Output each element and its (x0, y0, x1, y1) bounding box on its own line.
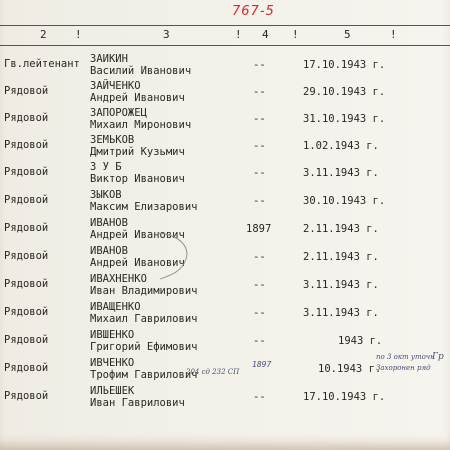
rank: Гв.лейтенант (4, 58, 80, 70)
given-name: Михаил Гаврилович (90, 313, 198, 325)
rank: Рядовой (4, 222, 49, 234)
date: 1943 г. (338, 335, 383, 347)
surname: ЗАЙЧЕНКО (90, 80, 141, 92)
date: 17.10.1943 г. (303, 391, 386, 403)
handwritten-note: 204 сд 232 СП (186, 368, 240, 376)
marker: -- (253, 86, 266, 98)
given-name: Иван Владимирович (90, 285, 198, 297)
rank: Рядовой (4, 139, 49, 151)
record-row (0, 162, 450, 190)
record-row (0, 81, 450, 109)
table-header (0, 28, 450, 46)
rank: Рядовой (4, 112, 49, 124)
surname: ЗАИКИН (90, 53, 128, 65)
given-name: Дмитрий Кузьмич (90, 146, 185, 158)
given-name: Василий Иванович (90, 65, 192, 77)
surname: ЗАПОРОЖЕЦ (90, 107, 147, 119)
surname: ИВАНОВ (90, 217, 128, 229)
surname: ЗЕМЬКОВ (90, 134, 135, 146)
marker: -- (253, 195, 266, 207)
date: 2.11.1943 г. (303, 251, 379, 263)
header-col-2: 2 (40, 28, 47, 41)
record-row (0, 274, 450, 302)
marker: -- (253, 307, 266, 319)
date: 3.11.1943 г. (303, 167, 379, 179)
given-name: Андрей Иванович (90, 257, 185, 269)
given-name: Виктор Иванович (90, 173, 185, 185)
marker: -- (253, 251, 266, 263)
given-name: Григорий Ефимович (90, 341, 198, 353)
pencil-mark (150, 225, 200, 285)
given-name: Трофим Гаврилович (90, 369, 198, 381)
rank: Рядовой (4, 250, 49, 262)
date: 3.11.1943 г. (303, 307, 379, 319)
record-row (0, 135, 450, 163)
rank: Рядовой (4, 362, 49, 374)
handwritten-note: Гр (432, 352, 444, 362)
rank: Рядовой (4, 306, 49, 318)
date: 3.11.1943 г. (303, 279, 379, 291)
date: 2.11.1943 г. (303, 223, 379, 235)
header-bottom-rule (0, 45, 450, 46)
surname: ЗЫКОВ (90, 189, 122, 201)
header-sep: ! (235, 28, 242, 41)
rank: Рядовой (4, 278, 49, 290)
record-row (0, 108, 450, 136)
record-row (0, 54, 450, 82)
header-col-4: 4 (262, 28, 269, 41)
header-col-5: 5 (344, 28, 351, 41)
date: 29.10.1943 г. (303, 86, 386, 98)
marker: -- (253, 279, 266, 291)
date: 31.10.1943 г. (303, 113, 386, 125)
date: 1.02.1943 г. (303, 140, 379, 152)
header-sep: ! (390, 28, 397, 41)
handwritten-note: по 3 окт уточн (376, 353, 435, 361)
rank: Рядовой (4, 194, 49, 206)
rank: Рядовой (4, 85, 49, 97)
birth-year-handwritten: 1897 (252, 360, 272, 369)
record-row (0, 246, 450, 274)
surname: ИВШЕНКО (90, 329, 135, 341)
surname: ИЛЬЕШЕК (90, 385, 135, 397)
date: 10.1943 г. (318, 363, 382, 375)
marker: -- (253, 335, 266, 347)
handwritten-note: Захоронен ряд (376, 364, 431, 372)
given-name: Андрей Иванович (90, 92, 185, 104)
record-row (0, 218, 450, 246)
header-col-3: 3 (163, 28, 170, 41)
marker: -- (253, 167, 266, 179)
rank: Рядовой (4, 166, 49, 178)
birth-year: 1897 (246, 223, 272, 235)
marker: -- (253, 391, 266, 403)
rank: Рядовой (4, 390, 49, 402)
record-row (0, 302, 450, 330)
header-sep: ! (292, 28, 299, 41)
marker: -- (253, 59, 266, 71)
date: 17.10.1943 г. (303, 59, 386, 71)
given-name: Андрей Иванович (90, 229, 185, 241)
surname: ИВАЩЕНКО (90, 301, 141, 313)
date: 30.10.1943 г. (303, 195, 386, 207)
page-number-stamp: 767-5 (232, 4, 275, 19)
surname: ИВЧЕНКО (90, 357, 135, 369)
marker: -- (253, 140, 266, 152)
rank: Рядовой (4, 334, 49, 346)
header-top-rule (0, 25, 450, 26)
given-name: Максим Елизарович (90, 201, 198, 213)
record-row (0, 386, 450, 414)
given-name: Иван Гаврилович (90, 397, 185, 409)
surname: ИВАНОВ (90, 245, 128, 257)
record-row (0, 190, 450, 218)
marker: -- (253, 113, 266, 125)
given-name: Михаил Миронович (90, 119, 192, 131)
surname: ИВАХНЕНКО (90, 273, 147, 285)
header-sep: ! (75, 28, 82, 41)
surname: З У Б (90, 161, 122, 173)
